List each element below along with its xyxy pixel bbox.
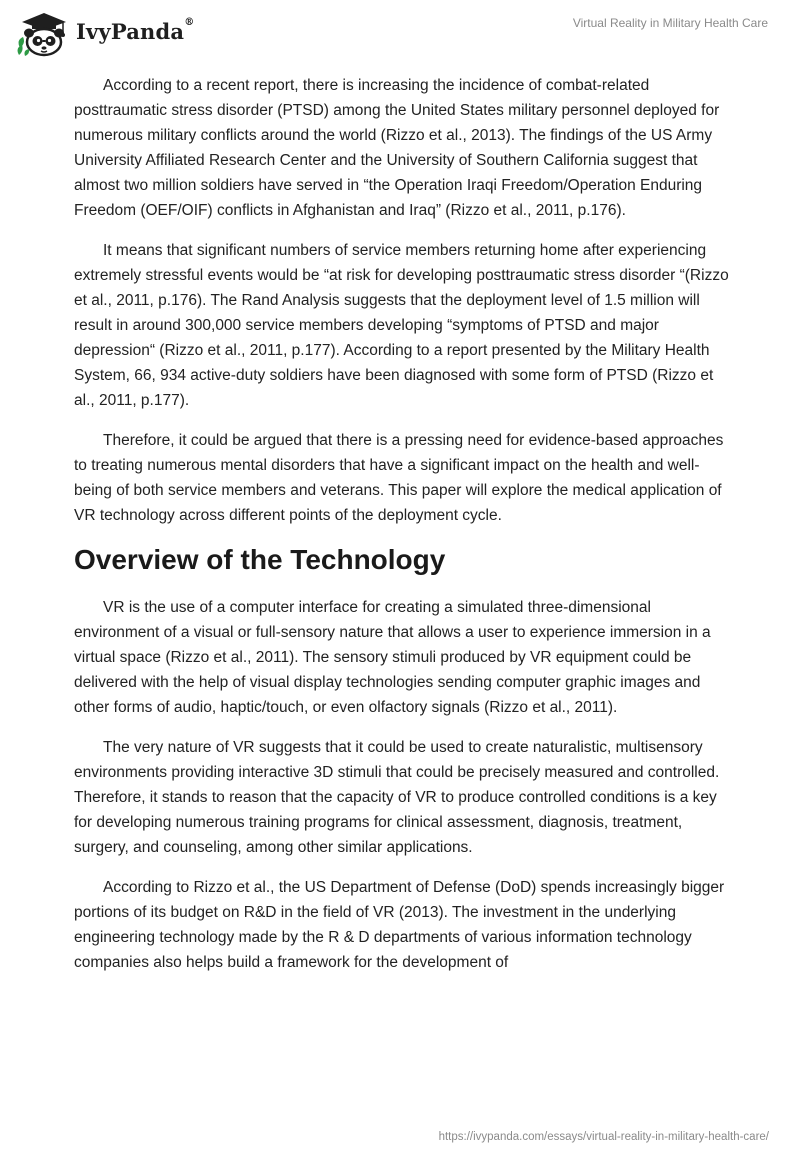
page-header — [0, 0, 800, 66]
document-title: Virtual Reality in Military Health Care — [572, 16, 768, 30]
section-heading: Overview of the Technology — [74, 544, 446, 575]
registered-mark: ® — [184, 17, 195, 28]
brand-name[interactable] — [76, 19, 194, 44]
paragraph-section-1: VR is the use of a computer interface for creating a simulated three-dimensional environment of a visual or full-sensory nature that allows a user to experience immersion in a virtual space (Rizzo et al., 2011). The sensory stimuli produced by VR equipment could be delivered with the help of visual display technologies sending computer graphic images and other forms of audio, haptic/touch, or even olfactory signals (Rizzo et al., 2011). — [74, 599, 711, 716]
paragraph-intro-2: It means that significant numbers of service members returning home after experiencing extremely stressful events would be “at risk for developing posttraumatic stress disorder “(Rizzo et al., 2011, p.176). The Rand Analysis suggests that the deployment level of 1.5 million will result in around 300,000 service members developing “symptoms of PTSD and major depression“ (Rizzo et al., 2011, p.177). According to a report presented by the Military Health System, 66, 934 active-duty soldiers have been diagnosed with some form of PTSD (Rizzo et al., 2011, p.177). — [74, 242, 729, 409]
panda-graduate-logo-icon — [14, 8, 70, 58]
paragraph-intro-3: Therefore, it could be argued that there is a pressing need for evidence-based approaches to treating numerous mental disorders that have a significant impact on the health and well-being of both service members and veterans. This paper will explore the medical application of VR technology across different points of the deployment cycle. — [74, 432, 724, 524]
essay-content — [74, 73, 734, 990]
paragraph-section-3: According to Rizzo et al., the US Department of Defense (DoD) spends increasingly bigger portions of its budget on R&D in the field of VR (2013). The investment in the underlying engineering technology made by the R & D departments of various information technology companies also helps build a framework for the development of — [74, 879, 725, 971]
paragraph-intro-1: According to a recent report, there is increasing the incidence of combat-related posttraumatic stress disorder (PTSD) among the United States military personnel deployed for numerous military conflicts around the world (Rizzo et al., 2013). The findings of the US Army University Affiliated Research Center and the University of Southern California suggest that almost two million soldiers have served in “the Operation Iraqi Freedom/Operation Enduring Freedom (OEF/OIF) conflicts in Afghanistan and Iraq” (Rizzo et al., 2011, p.176). — [74, 77, 720, 219]
brand-name-text: IvyPanda — [76, 19, 185, 44]
paragraph-section-2: The very nature of VR suggests that it could be used to create naturalistic, multisensory environments providing interactive 3D stimuli that could be precisely measured and controlled. Therefore, it stands to reason that the capacity of VR to produce controlled conditions is a key for developing numerous training programs for clinical assessment, diagnosis, treatment, surgery, and counseling, among other similar applications. — [74, 739, 720, 856]
source-url[interactable]: https://ivypanda.com/essays/virtual-reality-in-military-health-care/ — [438, 1131, 769, 1143]
ivypanda-logo-link[interactable] — [14, 8, 70, 58]
